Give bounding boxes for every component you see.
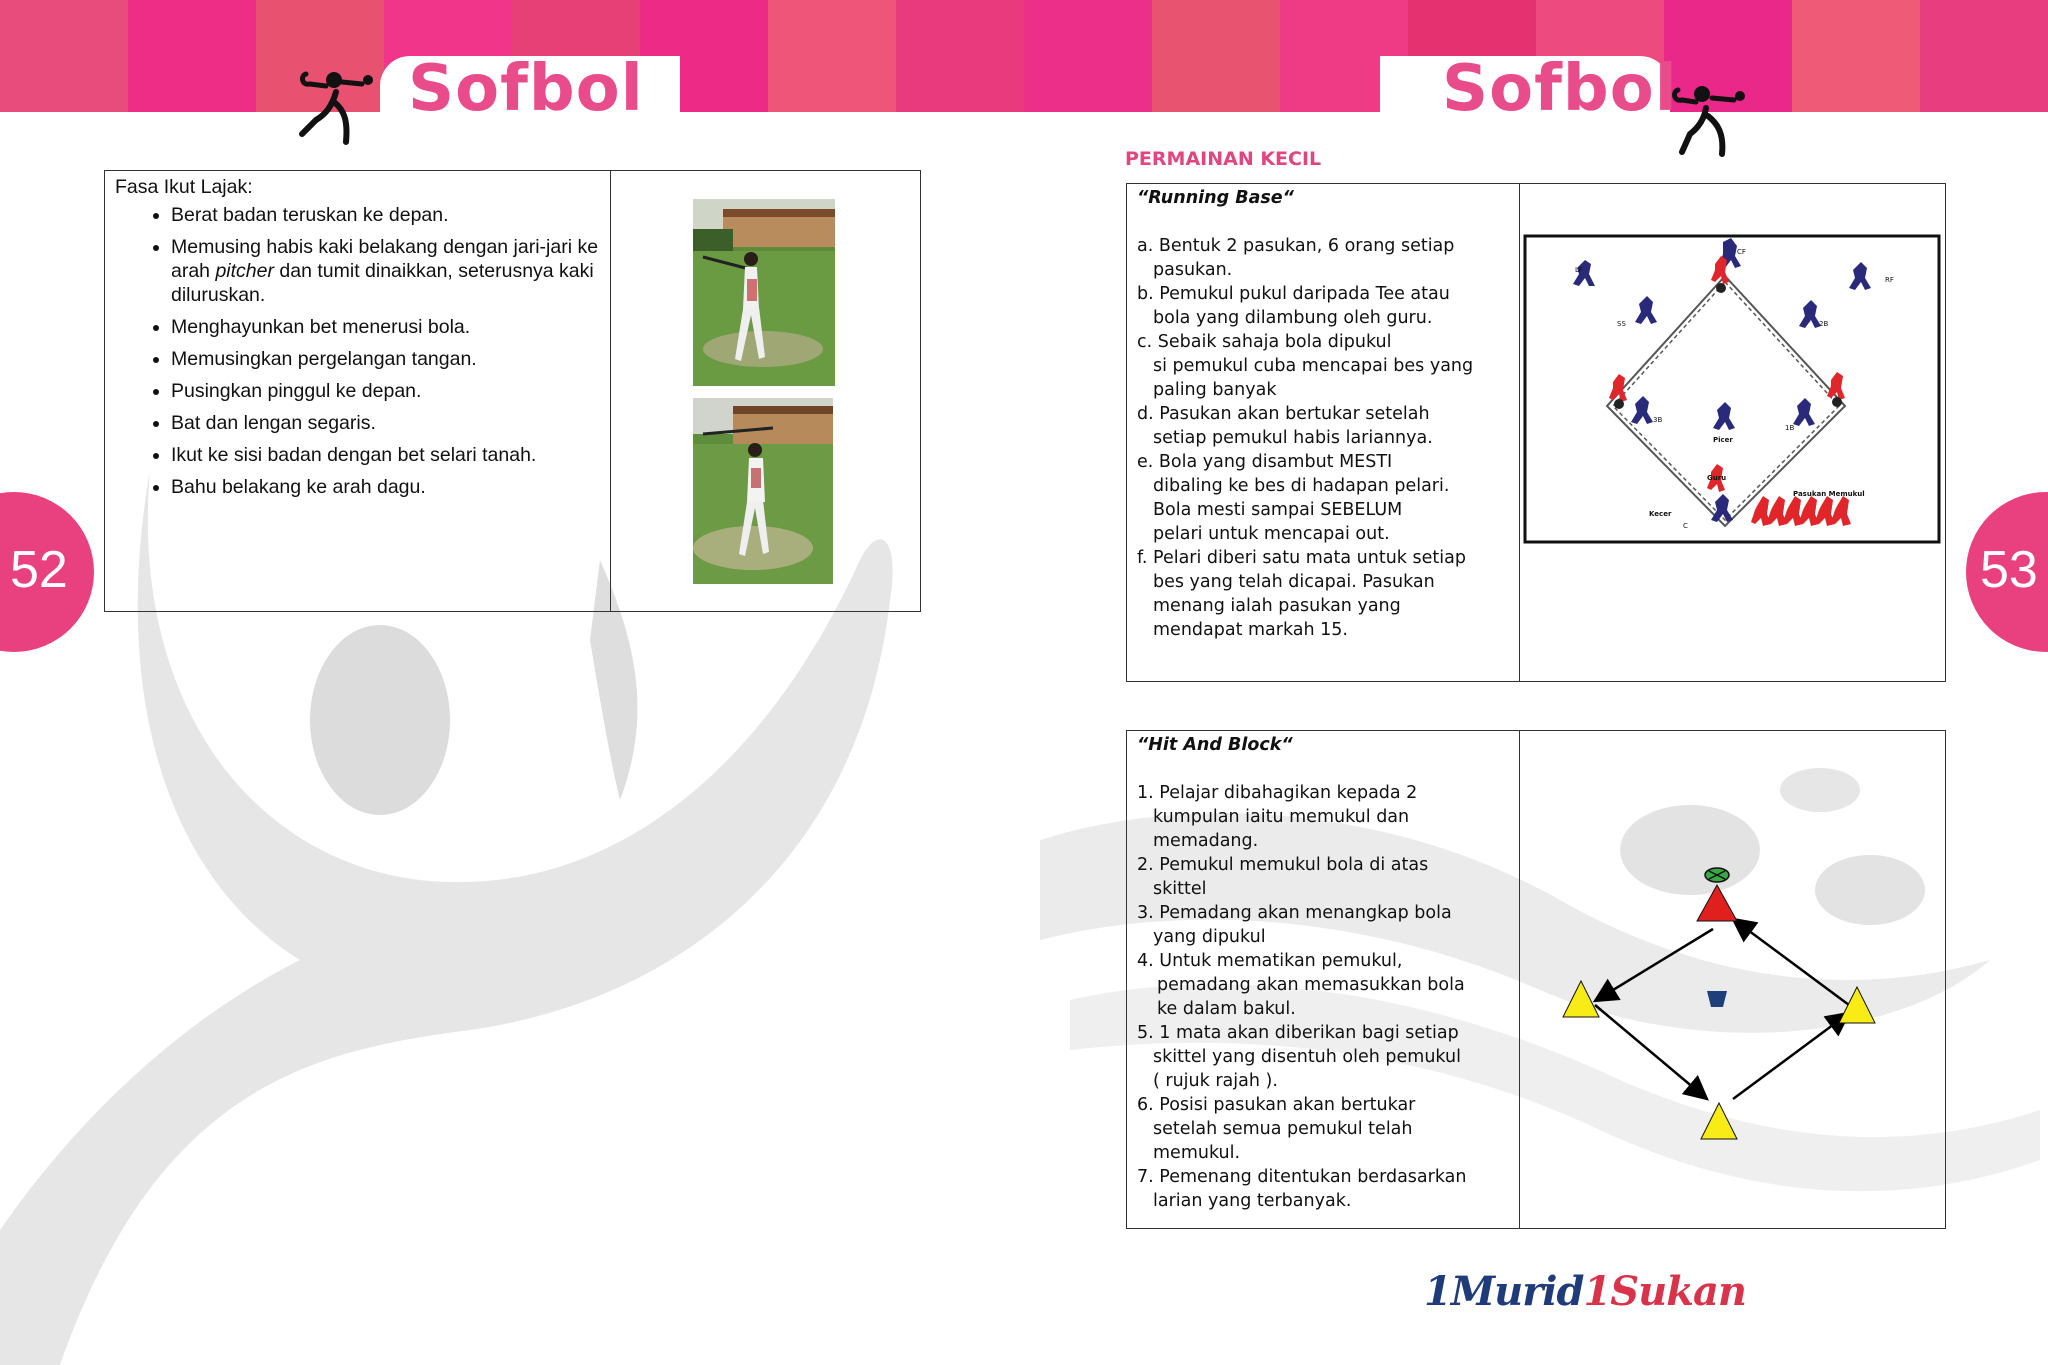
- list-item: • Bahu belakang ke arah dagu.: [171, 475, 605, 499]
- header-stripe: [1920, 0, 2048, 112]
- list-item: setiap pemukul habis lariannya.: [1153, 428, 1433, 448]
- hit-and-block-diagram: [1557, 841, 1897, 1171]
- diagram-label: Pasukan Memukul: [1793, 490, 1865, 498]
- brand-logo-part: 1Sukan: [1583, 1268, 1746, 1315]
- technique-table: [104, 170, 921, 612]
- list-item: skittel yang disentuh oleh pemukul: [1153, 1047, 1461, 1067]
- list-item: • Bat dan lengan segaris.: [171, 411, 605, 435]
- diagram-label: LF: [1575, 266, 1583, 274]
- diagram-label: 3B: [1653, 416, 1663, 424]
- list-item: a. Bentuk 2 pasukan, 6 orang setiap: [1137, 236, 1455, 256]
- list-item-text: Memusing habis kaki belakang dengan jari-jari ke arah: [171, 236, 599, 282]
- list-item: c. Sebaik sahaja bola dipukul: [1137, 332, 1392, 352]
- base-skittle: [1839, 987, 1875, 1023]
- softball-player-icon: [1668, 74, 1758, 160]
- diagram-label: Picer: [1713, 436, 1733, 444]
- brand-logo-part: 1Murid: [1424, 1268, 1584, 1315]
- list-item: bes yang telah dicapai. Pasukan: [1153, 572, 1435, 592]
- list-item: 1. Pelajar dibahagikan kepada 2: [1137, 783, 1418, 803]
- diagram-label: RF: [1885, 276, 1894, 284]
- technique-text-cell: [115, 175, 605, 507]
- diagram-label: Kecer: [1649, 510, 1672, 518]
- table-divider: [1519, 731, 1520, 1228]
- batting-photo-1: [693, 199, 835, 386]
- list-item: ke dalam bakul.: [1157, 999, 1296, 1019]
- table-divider: [1519, 184, 1520, 681]
- header-stripe: [1152, 0, 1280, 112]
- softball-player-icon: [296, 62, 386, 148]
- list-item: pelari untuk mencapai out.: [1153, 524, 1390, 544]
- list-item: b. Pemukul pukul daripada Tee atau: [1137, 284, 1450, 304]
- list-item: larian yang terbanyak.: [1153, 1191, 1352, 1211]
- list-item: 5. 1 mata akan diberikan bagi setiap: [1137, 1023, 1459, 1043]
- batting-photo-2: [693, 398, 833, 584]
- header-stripe: [128, 0, 256, 112]
- list-item: 4. Untuk mematikan pemukul,: [1137, 951, 1403, 971]
- list-item: memadang.: [1153, 831, 1259, 851]
- list-item: skittel: [1153, 879, 1207, 899]
- game-text-cell: [1137, 186, 1517, 642]
- diagram-label: SS: [1617, 320, 1626, 328]
- diagram-label: 1B: [1785, 424, 1795, 432]
- list-item: • Ikut ke sisi badan dengan bet selari tanah.: [171, 443, 605, 467]
- header-stripe: [1024, 0, 1152, 112]
- base-skittle: [1701, 1103, 1737, 1139]
- list-item: pasukan.: [1153, 260, 1233, 280]
- game-text-cell: [1137, 733, 1517, 1213]
- list-item: • Memusingkan pergelangan tangan.: [171, 347, 605, 371]
- list-item: pemadang akan memasukkan bola: [1157, 975, 1465, 995]
- page-title-right: Sofbol: [1442, 52, 1678, 126]
- list-item: d. Pasukan akan bertukar setelah: [1137, 404, 1430, 424]
- page-title-left: Sofbol: [408, 52, 644, 126]
- list-item: e. Bola yang disambut MESTI: [1137, 452, 1393, 472]
- technique-heading: Fasa Ikut Lajak:: [115, 176, 253, 198]
- list-item: memukul.: [1153, 1143, 1241, 1163]
- list-item: mendapat markah 15.: [1153, 620, 1348, 640]
- list-item: setelah semua pemukul telah: [1153, 1119, 1413, 1139]
- list-item: f. Pelari diberi satu mata untuk setiap: [1137, 548, 1466, 568]
- list-item: • Berat badan teruskan ke depan.: [171, 203, 605, 227]
- list-item: menang ialah pasukan yang: [1153, 596, 1401, 616]
- section-label: PERMAINAN KECIL: [1125, 148, 1322, 170]
- header-stripe: [1792, 0, 1920, 112]
- header-stripe: [896, 0, 1024, 112]
- game-title: “Running Base“: [1137, 188, 1294, 208]
- list-item: 2. Pemukul memukul bola di atas: [1137, 855, 1429, 875]
- game-table-hit-and-block: [1126, 730, 1946, 1229]
- list-item-emphasis: pitcher: [215, 260, 274, 282]
- list-item: • Pusingkan pinggul ke depan.: [171, 379, 605, 403]
- list-item: • Menghayunkan bet menerusi bola.: [171, 315, 605, 339]
- list-item: si pemukul cuba mencapai bes yang: [1153, 356, 1474, 376]
- list-item: bola yang dilambung oleh guru.: [1153, 308, 1433, 328]
- list-item: ( rujuk rajah ).: [1153, 1071, 1278, 1091]
- diagram-label: 2B: [1819, 320, 1829, 328]
- header-stripe: [0, 0, 128, 112]
- list-item: 3. Pemadang akan menangkap bola: [1137, 903, 1452, 923]
- list-item: kumpulan iaitu memukul dan: [1153, 807, 1410, 827]
- list-item-text: dan tumit dinaikkan, seterusnya kaki diluruskan.: [171, 260, 594, 306]
- page-number-right: 53: [1980, 541, 2038, 599]
- home-skittle: [1697, 885, 1737, 921]
- list-item: [171, 235, 605, 307]
- list-item: paling banyak: [1153, 380, 1277, 400]
- header-stripe: [768, 0, 896, 112]
- game-title: “Hit And Block“: [1137, 735, 1293, 755]
- diagram-label: C: [1683, 522, 1688, 530]
- list-item: 6. Posisi pasukan akan bertukar: [1137, 1095, 1416, 1115]
- list-item: dibaling ke bes di hadapan pelari.: [1153, 476, 1450, 496]
- list-item: yang dipukul: [1153, 927, 1266, 947]
- base-skittle: [1563, 981, 1599, 1017]
- table-divider: [610, 171, 611, 611]
- game-table-running-base: [1126, 183, 1946, 682]
- list-item: 7. Pemenang ditentukan berdasarkan: [1137, 1167, 1467, 1187]
- technique-bullet-list: [115, 203, 605, 499]
- brand-logo: [1424, 1268, 1746, 1315]
- page-number-left: 52: [10, 541, 68, 599]
- list-item: Bola mesti sampai SEBELUM: [1153, 500, 1403, 520]
- basket-icon: [1707, 991, 1727, 1007]
- diagram-label: Guru: [1707, 474, 1727, 482]
- running-base-diagram: [1523, 234, 1943, 544]
- diagram-label: CF: [1737, 248, 1746, 256]
